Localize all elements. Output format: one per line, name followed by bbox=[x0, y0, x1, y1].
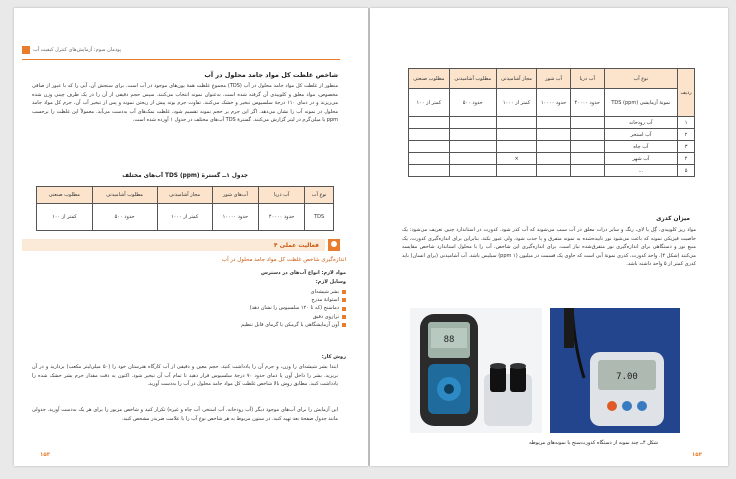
page-number: ۱۵۴ bbox=[691, 452, 702, 458]
header-rule bbox=[22, 59, 340, 60]
sample-table-subheader-row bbox=[409, 89, 695, 117]
table-cell: حدود ۴۰۰۰۰ bbox=[259, 204, 305, 231]
table-header: مطلوب آشامیدنی bbox=[92, 187, 157, 204]
row-number: ۴ bbox=[678, 153, 695, 165]
table-header: مجاز آشامیدنی bbox=[157, 187, 212, 204]
left-page bbox=[14, 8, 368, 466]
table-cell: کمتر از ۱۰۰ bbox=[409, 89, 450, 117]
tds-table-header-row bbox=[37, 187, 334, 204]
table-cell bbox=[449, 153, 496, 165]
table-row bbox=[409, 117, 695, 129]
table-cell: TDS bbox=[305, 204, 334, 231]
table-cell bbox=[409, 165, 450, 177]
table-cell bbox=[409, 153, 450, 165]
table-cell: حدود ۴۰۰۰۰ bbox=[570, 89, 604, 117]
tools-list bbox=[241, 288, 346, 329]
page-number: ۱۵۳ bbox=[40, 452, 51, 458]
turbidimeter-photo-1 bbox=[410, 308, 542, 433]
table-header: مطلوب آشامیدنی bbox=[449, 69, 496, 89]
bullet-icon bbox=[342, 290, 346, 294]
table-cell: حدود ۵۰۰ bbox=[449, 89, 496, 117]
table-cell bbox=[496, 141, 536, 153]
running-header-text: پودمان سوم: آزمایش‌های کنترل کیفیت آب bbox=[33, 47, 122, 53]
water-type: آب چاه bbox=[604, 141, 678, 153]
table-cell bbox=[496, 165, 536, 177]
bullet-icon bbox=[342, 315, 346, 319]
table-cell: حدود ۵۰۰ bbox=[92, 204, 157, 231]
method-heading: روش کار: bbox=[321, 354, 346, 360]
list-item bbox=[241, 304, 346, 312]
row-number: ۳ bbox=[678, 141, 695, 153]
row-number: ۱ bbox=[678, 117, 695, 129]
table-row bbox=[409, 129, 695, 141]
tool-label: استوانهٔ مدرج bbox=[311, 297, 339, 304]
tool-label: دماسنج (که تا ۱۲۰ سلسیوس را نشان دهد) bbox=[249, 305, 339, 312]
activity-bar bbox=[22, 239, 325, 251]
mark-cell: × bbox=[496, 153, 536, 165]
activity-gear-icon bbox=[328, 239, 340, 251]
method-text-2: این آزمایش را برای آب‌های موجود دیگر (آب رودخانه، آب استخر، آب چاه و غیره) تکرار کنید و شاخص مزبور را برای هر یک به‌دست آورید. جدولی مانند جدول صفحهٔ بعد تهیه کنید. در ستون مربوط به هر شاخص نوع آب را با علامت ضربدر مشخص کنید. bbox=[32, 407, 338, 422]
table-cell bbox=[449, 141, 496, 153]
turbidity-title: میزان کدری bbox=[656, 216, 690, 222]
intro-paragraph: منظور از غلظت کل مواد جامد محلول در آب (TDS) مجموع غلظت همهٔ یون‌های موجود در آب است. برای سنجش آن، آبی را که با عبور از صافی مخصوص، مواد معلق و کلوییدی آن گرفته شده است، به‌عنوان نمونه انتخاب می‌کنند. سپس حجم دقیقی از آن را در یک ظرف چینی وزن شده می‌ریزند و در دمای ۱۱۰ درجهٔ سلسیوس تبخیر و خشک می‌کنند. تفاوت جرم بوته پیش از ریختن نمونه و پس از تبخیر آب آن، جرم کل مواد جامد محلول در نمونه آب را نشان می‌دهد. اگر این جرم بر حجم نمونه تقسیم شود، غلظت نمک‌های آب به‌دست می‌آید. معمولاً این غلظت را برحسب ppm یا میلی‌گرم در لیتر گزارش می‌کنند. گسترهٔ TDS آب‌های مختلف در جدول ۱ آورده شده است. bbox=[32, 83, 338, 124]
table-cell bbox=[496, 129, 536, 141]
activity-banner bbox=[22, 238, 340, 252]
table-cell bbox=[449, 165, 496, 177]
sample-table-header-row bbox=[409, 69, 695, 89]
table-cell bbox=[449, 117, 496, 129]
water-type: آب رودخانه bbox=[604, 117, 678, 129]
list-item bbox=[241, 313, 346, 321]
table-cell bbox=[570, 153, 604, 165]
figure-caption: شکل ۴ــ چند نمونه از دستگاه کدورت‌سنج با نمونه‌های مربوطه bbox=[529, 440, 658, 446]
table-header: ردیف bbox=[678, 69, 695, 117]
table-cell bbox=[570, 117, 604, 129]
water-type: آب استخر bbox=[604, 129, 678, 141]
activity-title: فعالیت عملی ۴ bbox=[273, 241, 319, 249]
svg-text:7.00: 7.00 bbox=[616, 372, 638, 382]
table-header: نوع آب bbox=[305, 187, 334, 204]
table-cell: کمتر از ۱۰۰۰ bbox=[496, 89, 536, 117]
benchtop-meter-image bbox=[550, 308, 680, 433]
table-cell bbox=[537, 117, 571, 129]
list-item bbox=[241, 296, 346, 304]
water-type: ... bbox=[604, 165, 678, 177]
right-page bbox=[370, 8, 728, 466]
table-cell: کمتر از ۱۰۰ bbox=[37, 204, 93, 231]
header-square-icon bbox=[22, 46, 30, 54]
water-type: آب شهر bbox=[604, 153, 678, 165]
table-row bbox=[409, 141, 695, 153]
bullet-icon bbox=[342, 298, 346, 302]
table-cell bbox=[496, 117, 536, 129]
handheld-meter-image bbox=[410, 308, 542, 433]
table-header: آب دریا bbox=[259, 187, 305, 204]
table-row bbox=[409, 165, 695, 177]
table-cell bbox=[537, 141, 571, 153]
table-cell: حدود ۱۰۰۰۰ bbox=[537, 89, 571, 117]
table-cell bbox=[537, 153, 571, 165]
table-header: آب دریا bbox=[570, 69, 604, 89]
table-caption: جدول ۱ــ گسترهٔ TDS (ppm) آب‌های مختلف bbox=[122, 173, 248, 179]
tools-heading: وسایل لازم: bbox=[315, 279, 346, 285]
table-cell bbox=[537, 165, 571, 177]
table-cell: کمتر از ۱۰۰۰ bbox=[157, 204, 212, 231]
table-cell bbox=[449, 129, 496, 141]
table-row bbox=[409, 153, 695, 165]
table-header: آب‌های شور bbox=[212, 187, 258, 204]
table-cell bbox=[409, 129, 450, 141]
table-header: مجاز آشامیدنی bbox=[496, 69, 536, 89]
turbidity-paragraph: مواد ریز کلوییدی، گِل یا لای، رنگ و سایر ذرات معلق در آب سبب می‌شوند که آب کدر شود. کدورت در استاندارد چنین تعریف می‌شود: یک خاصیت فیزیکی نمونه که باعث می‌شود نور تابیده‌شده به نمونه متفرق و یا جذب شود، ولی عبور نکند. بنابراین برای اندازه‌گیری کدورت، یک منبع نور و دستگاهی برای اندازه‌گیری نور متفرق‌شده نیاز است. برای اندازه‌گیری این شاخص، آب را با محلول استاندارد شاخص مقایسه می‌کنند (شکل ۴). واحد کدورت، کدری نمونهٔ آبی است که حاوی یک قسمت در میلیون (ppm ۱) سیلیس باشد. آب آشامیدنی (برای انسان) باید کدری کمتر از ۵ واحد داشته باشد. bbox=[402, 227, 696, 268]
running-header bbox=[22, 42, 174, 58]
table-cell bbox=[409, 117, 450, 129]
tool-label: ترازوی دقیق bbox=[312, 313, 339, 320]
table-cell: حدود ۱۰۰۰۰ bbox=[212, 204, 258, 231]
method-text: ابتدا بشر شیشه‌ای را وزن، و جرم آن را یادداشت کنید. حجم معین و دقیقی از آب کارگاه هنرستان خود را (۵۰ میلی‌لیتر مکعب) بردارید و در آن بریزید. بشر را داخل آون یا دمای حدود ۷۰ درجهٔ سلسیوس قرار دهید تا تمام آب آن تبخیر شود. اکنون به دقت مقدار جرم بشر خشک شده را یادداشت کنید. مطابق روش بالا شاخص غلظت کل مواد جامد محلول در آب را به‌دست آورید. bbox=[32, 364, 338, 388]
list-item bbox=[241, 288, 346, 296]
table-cell bbox=[537, 129, 571, 141]
table-cell bbox=[570, 129, 604, 141]
activity-subtitle: اندازه‌گیری شاخص غلظت کل مواد جامد محلول در آب bbox=[221, 257, 346, 263]
bullet-icon bbox=[342, 307, 346, 311]
bullet-icon bbox=[342, 323, 346, 327]
tool-label: آون آزمایشگاهی یا گرمکن یا گرمای قابل تنظیم bbox=[241, 321, 339, 328]
section-title: شاخص غلظت کل مواد جامد محلول در آب bbox=[204, 71, 338, 79]
table-cell bbox=[570, 141, 604, 153]
water-sample-table bbox=[408, 68, 695, 177]
materials-heading: مواد لازم: انواع آب‌های در دسترس bbox=[261, 270, 346, 276]
row-number: ۲ bbox=[678, 129, 695, 141]
table-header: مطلوب صنعتی bbox=[409, 69, 450, 89]
list-item bbox=[241, 321, 346, 329]
tds-table bbox=[36, 186, 334, 231]
table-cell bbox=[409, 141, 450, 153]
row-number: ۵ bbox=[678, 165, 695, 177]
table-header: آب شور bbox=[537, 69, 571, 89]
turbidimeter-photo-2 bbox=[550, 308, 680, 433]
svg-text:88: 88 bbox=[443, 335, 455, 345]
table-row bbox=[37, 204, 334, 231]
tool-label: بشر شیشه‌ای bbox=[310, 289, 339, 295]
table-cell: نمونهٔ آزمایشی (ppm) TDS bbox=[604, 89, 678, 117]
table-header: مطلوب صنعتی bbox=[37, 187, 93, 204]
table-cell bbox=[570, 165, 604, 177]
table-header: نوع آب bbox=[604, 69, 678, 89]
